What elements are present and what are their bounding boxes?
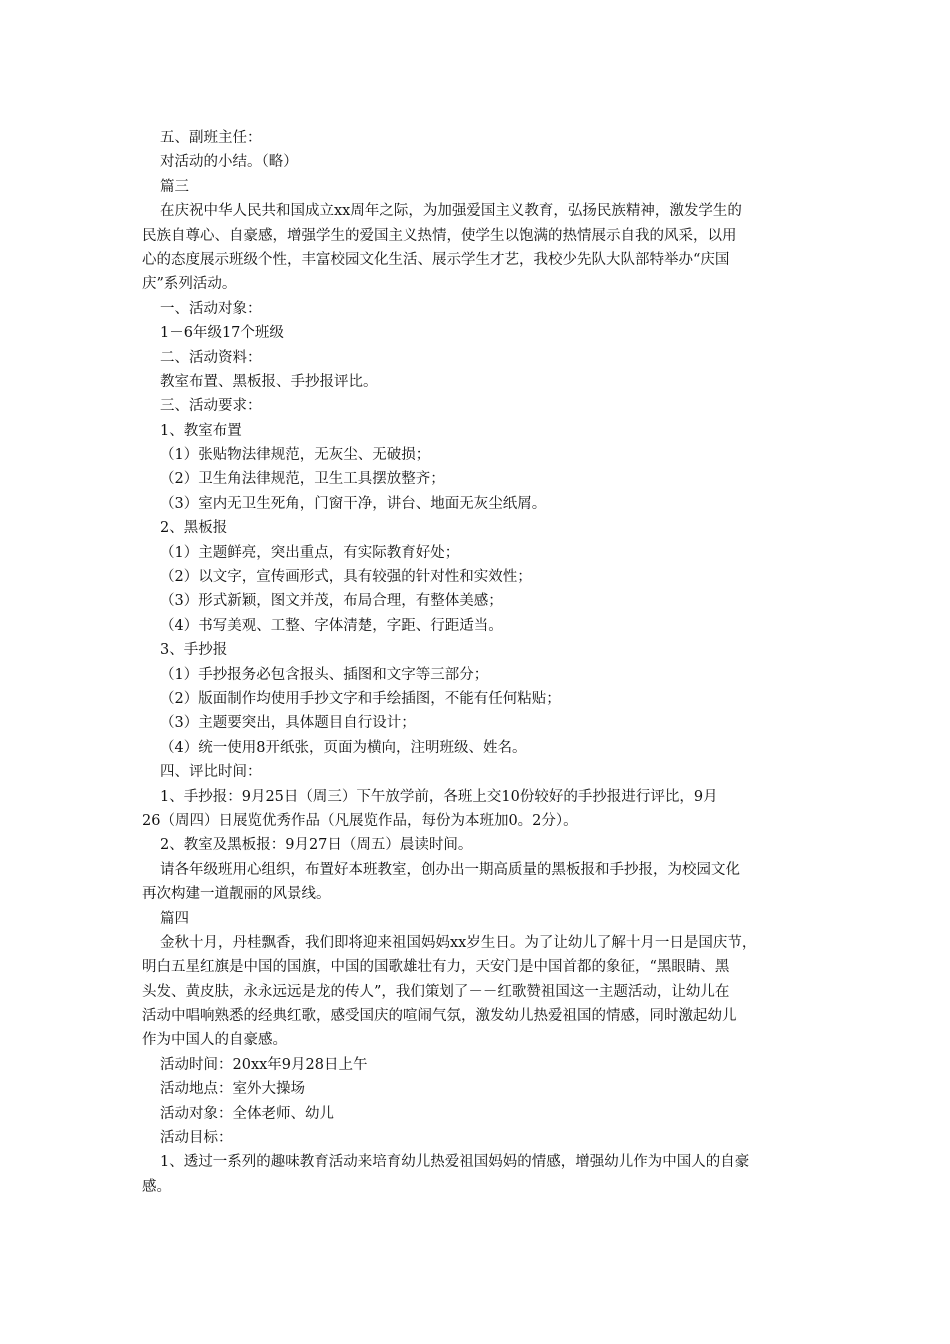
text-line: 二、活动资料： xyxy=(160,349,262,366)
text-line: 对活动的小结。（略） xyxy=(160,154,298,171)
text-line: 1、透过一系列的趣味教育活动来培育幼儿热爱祖国妈妈的情感，增强幼儿作为中国人的自豪 xyxy=(160,1154,750,1171)
text-line: 篇三 xyxy=(160,178,189,195)
text-line: 请各年级班用心组织，布置好本班教室，创办出一期高质量的黑板报和手抄报，为校园文化 xyxy=(160,861,740,878)
text-line: 再次构建一道靓丽的风景线。 xyxy=(142,886,331,903)
text-line: 3、手抄报 xyxy=(160,642,228,659)
text-line: 感。 xyxy=(142,1178,171,1195)
text-line: 头发、黄皮肤，永永远远是龙的传人”，我们策划了－－红歌赞祖国这一主题活动，让幼儿在 xyxy=(142,983,730,1000)
text-line: （3）室内无卫生死角，门窗干净，讲台、地面无灰尘纸屑。 xyxy=(160,495,547,512)
text-line: （1）手抄报务必包含报头、插图和文字等三部分； xyxy=(160,666,489,683)
text-line: 活动目标： xyxy=(160,1130,233,1147)
text-line: 2、黑板报 xyxy=(160,520,228,537)
text-line: （3）形式新颖，图文并茂，布局合理，有整体美感； xyxy=(160,593,503,610)
text-line: 教室布置、黑板报、手抄报评比。 xyxy=(160,373,378,390)
text-line: 四、评比时间： xyxy=(160,764,262,781)
text-line: （1）张贴物法律规范，无灰尘、无破损； xyxy=(160,447,431,464)
text-line: （4）统一使用8开纸张，页面为横向，注明班级、姓名。 xyxy=(160,739,527,756)
text-line: 活动对象：全体老师、幼儿 xyxy=(160,1105,334,1122)
text-line: （2）卫生角法律规范，卫生工具摆放整齐； xyxy=(160,471,445,488)
text-line: 民族自尊心、自豪感，增强学生的爱国主义热情，使学生以饱满的热情展示自我的风采，以用 xyxy=(142,227,737,244)
text-line: 26（周四）日展览优秀作品（凡展览作品，每份为本班加0。2分）。 xyxy=(142,812,578,829)
text-line: 篇四 xyxy=(160,910,189,927)
text-line: 金秋十月，丹桂飘香，我们即将迎来祖国妈妈xx岁生日。为了让幼儿了解十月一日是国庆节， xyxy=(160,934,757,951)
text-line: 明白五星红旗是中国的国旗，中国的国歌雄壮有力，天安门是中国首都的象征，“黑眼睛、黑 xyxy=(142,959,730,976)
text-line: （4）书写美观、工整、字体清楚，字距、行距适当。 xyxy=(160,617,503,634)
text-line: （3）主题要突出，具体题目自行设计； xyxy=(160,715,416,732)
text-line: 活动地点：室外大操场 xyxy=(160,1081,305,1098)
text-line: 作为中国人的自豪感。 xyxy=(142,1032,287,1049)
text-line: 在庆祝中华人民共和国成立xx周年之际，为加强爱国主义教育，弘扬民族精神，激发学生的 xyxy=(160,203,742,220)
document-body xyxy=(142,126,814,1199)
text-line: 1、手抄报：9月25日（周三）下午放学前，各班上交10份较好的手抄报进行评比，9月 xyxy=(160,788,718,805)
text-line: （1）主题鲜亮，突出重点，有实际教育好处； xyxy=(160,544,460,561)
text-line: 活动时间：20xx年9月28日上午 xyxy=(160,1056,368,1073)
text-line: 1－6年级17个班级 xyxy=(160,325,284,342)
text-line: 五、副班主任： xyxy=(160,130,262,146)
text-line: 2、教室及黑板报：9月27日（周五）晨读时间。 xyxy=(160,837,473,854)
text-line: 庆”系列活动。 xyxy=(142,276,237,293)
text-line: 一、活动对象： xyxy=(160,300,262,317)
text-line: 三、活动要求： xyxy=(160,398,262,415)
text-line: 活动中唱响熟悉的经典红歌，感受国庆的喧闹气氛，激发幼儿热爱祖国的情感，同时激起幼儿 xyxy=(142,1008,737,1025)
text-line: 心的态度展示班级个性，丰富校园文化生活、展示学生才艺，我校少先队大队部特举办“庆国 xyxy=(142,251,730,268)
text-line: 1、教室布置 xyxy=(160,422,242,439)
text-line: （2）以文字，宣传画形式，具有较强的针对性和实效性； xyxy=(160,569,532,586)
text-line: （2）版面制作均使用手抄文字和手绘插图，不能有任何粘贴； xyxy=(160,690,561,707)
